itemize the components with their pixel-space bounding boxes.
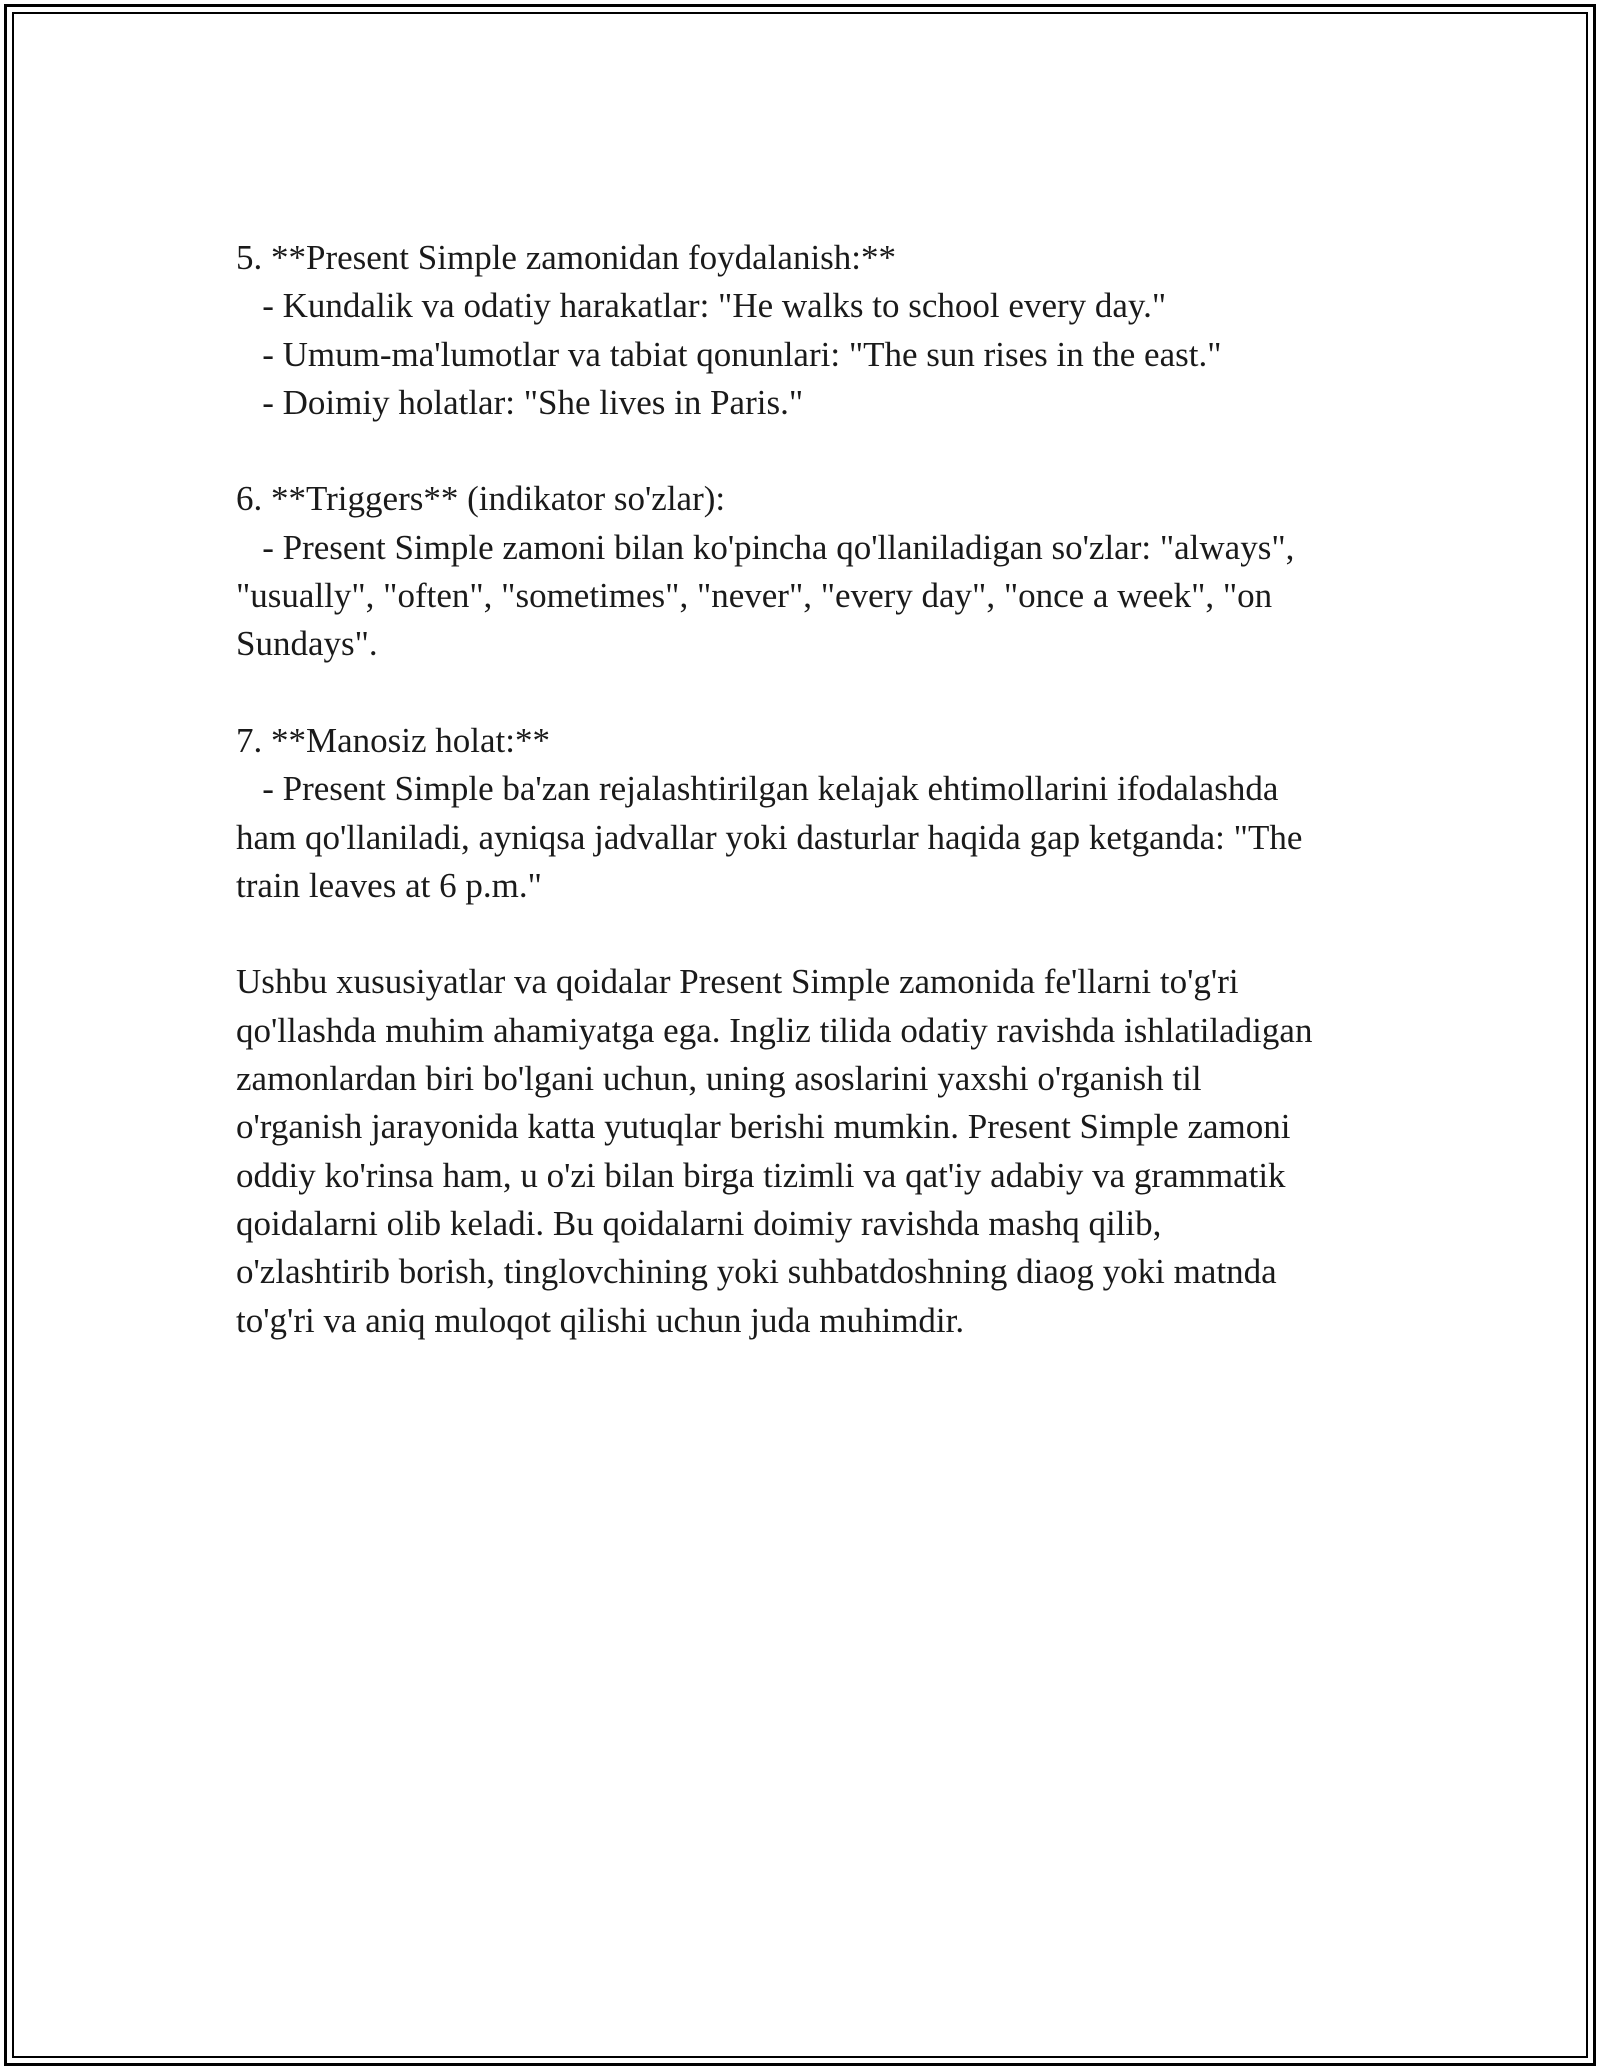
text-line: o'zlashtirib borish, tinglovchining yoki suhbatdoshning diaog yoki matnda — [236, 1252, 1277, 1292]
paragraph-gap — [236, 910, 1386, 958]
text-line: train leaves at 6 p.m." — [236, 865, 542, 905]
text-line: qo'llashda muhim ahamiyatga ega. Ingliz tilida odatiy ravishda ishlatiladigan — [236, 1010, 1313, 1050]
text-line: oddiy ko'rinsa ham, u o'zi bilan birga tizimli va qat'iy adabiy va grammatik — [236, 1155, 1286, 1195]
text-line: "usually", "often", "sometimes", "never", "every day", "once a week", "on — [236, 576, 1273, 616]
section-heading: 5. **Present Simple zamonidan foydalanish:** — [236, 238, 897, 277]
list-item: - Umum-ma'lumotlar va tabiat qonunlari: "The sun rises in the east." — [236, 334, 1222, 374]
text-line: zamonlardan biri bo'lgani uchun, uning asoslarini yaxshi o'rganish til — [236, 1059, 1202, 1099]
text-line: o'rganish jarayonida katta yutuqlar berishi mumkin. Present Simple zamoni — [236, 1107, 1291, 1147]
section-triggers — [236, 475, 1386, 668]
list-item: - Present Simple ba'zan rejalashtirilgan kelajak ehtimollarini ifodalashda — [236, 769, 1279, 809]
list-item: - Kundalik va odatiy harakatlar: "He walks to school every day." — [236, 286, 1167, 326]
section-present-simple-usage — [236, 234, 1386, 427]
paragraph-gap — [236, 669, 1386, 717]
section-heading: 7. **Manosiz holat:** — [236, 720, 550, 760]
section-manosiz-holat — [236, 717, 1386, 910]
section-heading: 6. **Triggers** (indikator so'zlar): — [236, 479, 726, 519]
text-line: qoidalarni olib keladi. Bu qoidalarni doimiy ravishda mashq qilib, — [236, 1203, 1162, 1243]
list-item: - Present Simple zamoni bilan ko'pincha qo'llaniladigan so'zlar: "always", — [236, 527, 1295, 567]
list-item: - Doimiy holatlar: "She lives in Paris." — [236, 382, 804, 422]
document-body — [236, 234, 1386, 1345]
text-line: Ushbu xususiyatlar va qoidalar Present Simple zamonida fe'llarni to'g'ri — [236, 962, 1239, 1002]
conclusion-paragraph — [236, 958, 1386, 1344]
paragraph-gap — [236, 427, 1386, 475]
text-line: ham qo'llaniladi, ayniqsa jadvallar yoki dasturlar haqida gap ketganda: "The — [236, 817, 1303, 857]
text-line: Sundays". — [236, 624, 378, 664]
text-line: to'g'ri va aniq muloqot qilishi uchun juda muhimdir. — [236, 1300, 965, 1340]
